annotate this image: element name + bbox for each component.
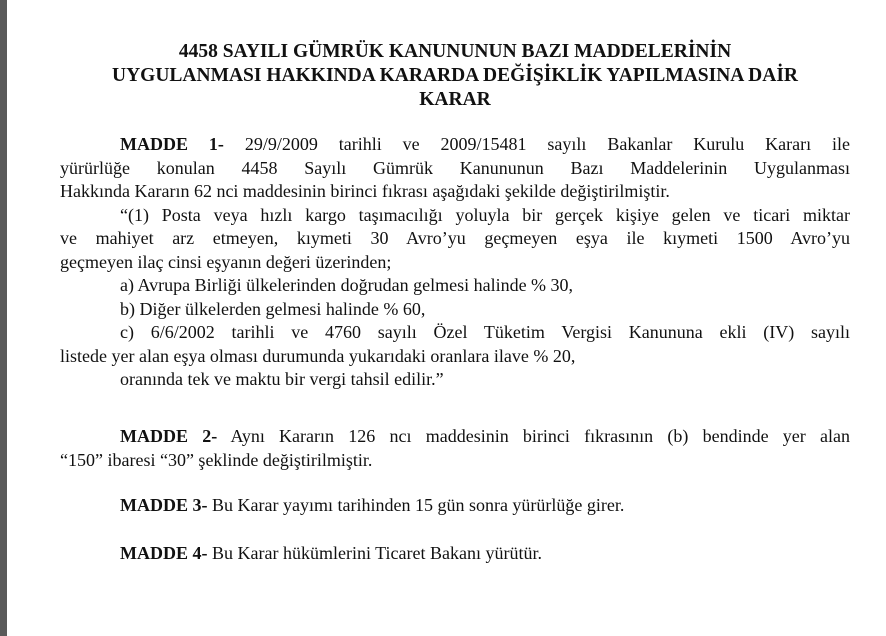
article-2-text-1: Aynı Kararın 126 ncı maddesinin birinci fıkrasının (b) bendinde yer alan bbox=[217, 426, 850, 446]
article-1-line-4: “(1) Posta veya hızlı kargo taşımacılığı yoluyla bir gerçek kişiye gelen ve ticari miktar bbox=[120, 204, 850, 225]
article-3-label: MADDE 3- bbox=[120, 495, 208, 515]
article-3-line-1 bbox=[60, 494, 850, 518]
article-1-line-6: geçmeyen ilaç cinsi eşyanın değeri üzerinden; bbox=[60, 251, 392, 272]
article-1-line-3: Hakkında Kararın 62 nci maddesinin birinci fıkrası aşağıdaki şekilde değiştirilmiştir. bbox=[60, 181, 670, 201]
title-line-1: 4458 SAYILI GÜMRÜK KANUNUNUN BAZI MADDELERİNİN bbox=[178, 41, 732, 62]
article-3 bbox=[60, 494, 850, 518]
article-4-label: MADDE 4- bbox=[120, 543, 208, 563]
article-1-item-a: a) Avrupa Birliği ülkelerinden doğrudan gelmesi halinde % 30, bbox=[120, 275, 574, 295]
article-4-line-1 bbox=[60, 542, 850, 566]
title-line-3: KARAR bbox=[419, 89, 491, 110]
article-2-line-2: “150” ibaresi “30” şeklinde değiştirilmiştir. bbox=[60, 449, 373, 470]
article-1-line-2: yürürlüğe konulan 4458 Sayılı Gümrük Kanununun Bazı Maddelerinin Uygulanması bbox=[60, 157, 850, 178]
article-1-label: MADDE 1- bbox=[120, 134, 224, 154]
article-1-line-1 bbox=[60, 133, 850, 157]
article-4 bbox=[60, 542, 850, 566]
article-4-text-1: Bu Karar hükümlerini Ticaret Bakanı yürütür. bbox=[207, 543, 542, 563]
title-line-2: UYGULANMASI HAKKINDA KARARDA DEĞİŞİKLİK YAPILMASINA DAİR bbox=[111, 65, 799, 86]
article-1-item-c: c) 6/6/2002 tarihli ve 4760 sayılı Özel Tüketim Vergisi Kanununa ekli (IV) sayılı bbox=[120, 322, 850, 342]
page-edge-shadow bbox=[0, 0, 7, 636]
document-title bbox=[40, 40, 870, 112]
article-3-text-1: Bu Karar yayımı tarihinden 15 gün sonra yürürlüğe girer. bbox=[207, 495, 625, 515]
article-1-line-10: listede yer alan eşya olması durumunda yukarıdaki oranlara ilave % 20, bbox=[60, 345, 576, 366]
article-2 bbox=[60, 425, 850, 472]
article-1-line-5: ve mahiyet arz etmeyen, kıymeti 30 Avro’yu geçmeyen eşya ile kıymeti 1500 Avro’yu bbox=[60, 228, 850, 248]
article-1-text-1: 29/9/2009 tarihli ve 2009/15481 sayılı Bakanlar Kurulu Kararı ile bbox=[223, 134, 850, 154]
article-1-item-b: b) Diğer ülkelerden gelmesi halinde % 60, bbox=[120, 298, 426, 319]
article-2-line-1 bbox=[60, 425, 850, 449]
article-1 bbox=[60, 133, 850, 392]
article-2-label: MADDE 2- bbox=[120, 426, 218, 446]
article-1-line-11: oranında tek ve maktu bir vergi tahsil edilir.” bbox=[120, 369, 444, 389]
